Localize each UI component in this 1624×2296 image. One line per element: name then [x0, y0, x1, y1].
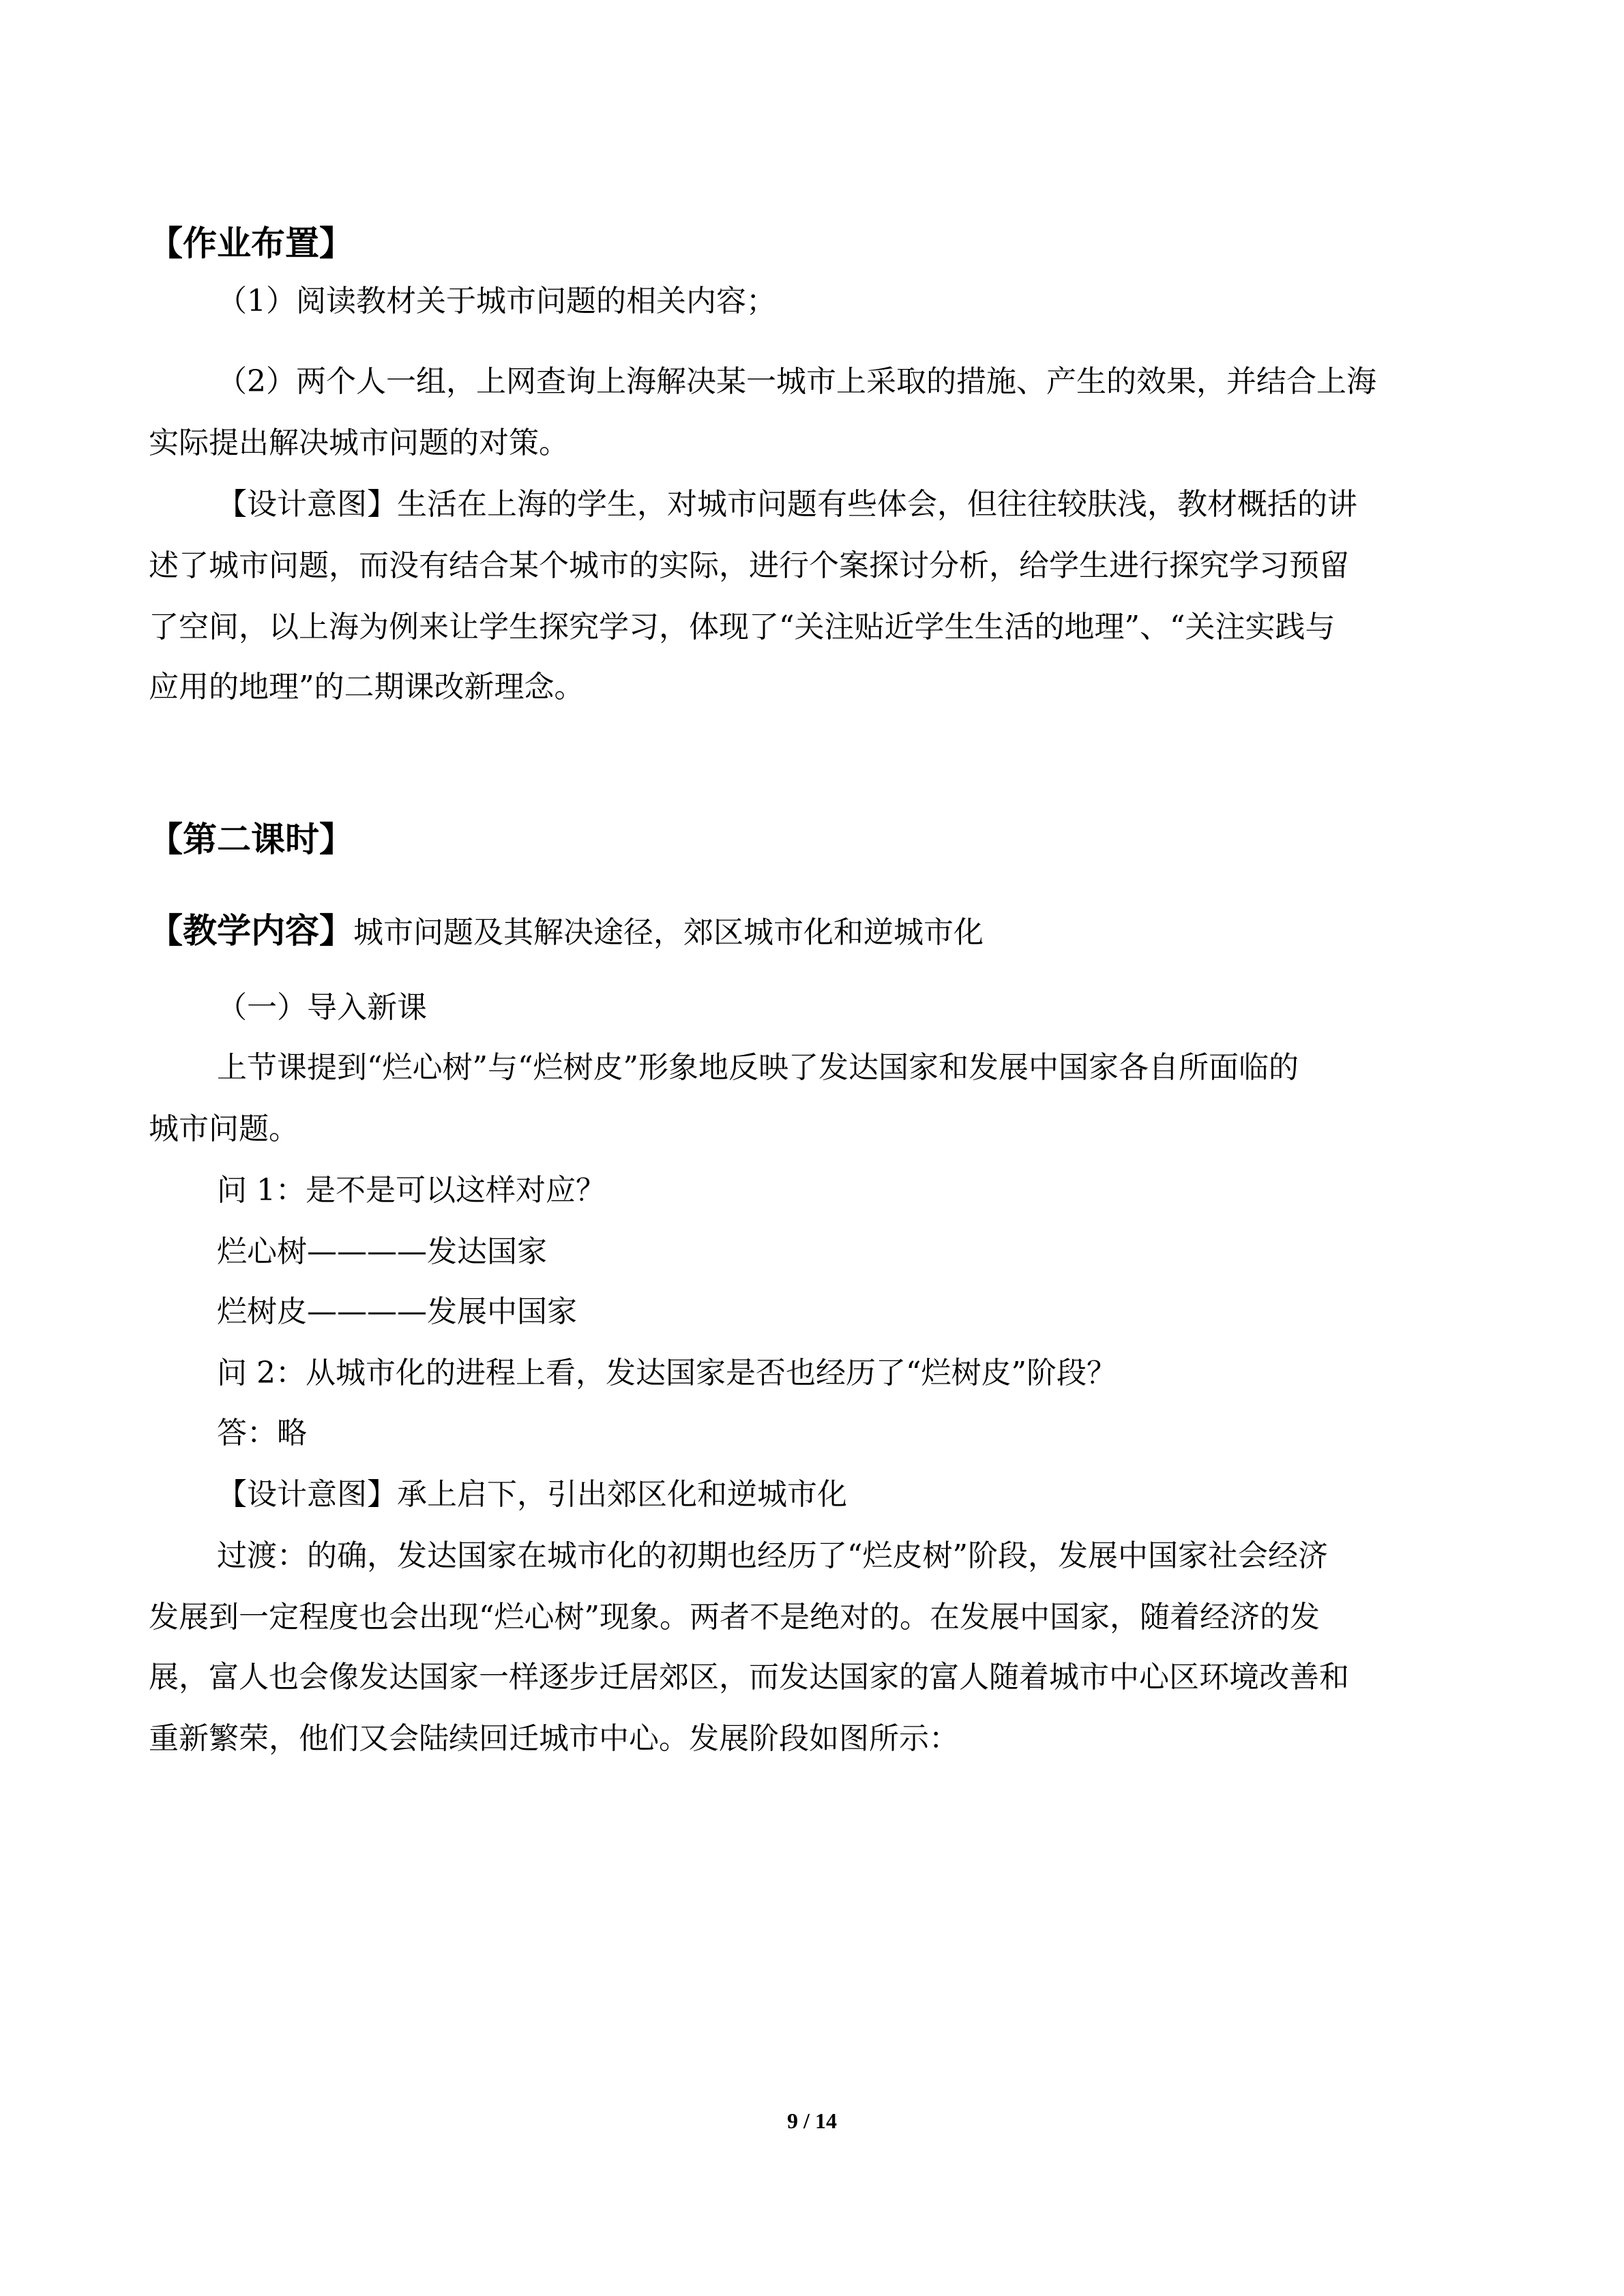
homework-item-1: （1）阅读教材关于城市问题的相关内容；: [217, 284, 776, 318]
transition-line-1: 过渡：的确，发达国家在城市化的初期也经历了“烂皮树”阶段，发展中国家社会经济: [217, 1538, 1328, 1573]
design-intent-1-line-1: 【设计意图】生活在上海的学生，对城市问题有些体会，但往往较肤浅，教材概括的讲: [217, 487, 1357, 522]
page-number: 9 / 14: [787, 2108, 837, 2133]
teaching-content-text: 城市问题及其解决途径，郊区城市化和逆城市化: [353, 915, 984, 950]
question-2: 问 2：从城市化的进程上看，发达国家是否也经历了“烂树皮”阶段？: [217, 1356, 1117, 1390]
pair-rotten-bark: 烂树皮————发展中国家: [217, 1294, 577, 1329]
homework-item-2-line-2: 实际提出解决城市问题的对策。: [149, 426, 569, 460]
design-intent-1-line-4: 应用的地理”的二期课改新理念。: [149, 670, 585, 704]
question-1: 问 1：是不是可以这样对应？: [217, 1173, 606, 1208]
homework-heading: 【作业布置】: [149, 223, 353, 263]
answer: 答：略: [217, 1416, 307, 1450]
design-intent-2: 【设计意图】承上启下，引出郊区化和逆城市化: [217, 1477, 847, 1512]
pair-rotten-heart-tree: 烂心树————发达国家: [217, 1234, 547, 1269]
intro-title: （一）导入新课: [217, 990, 427, 1025]
transition-line-3: 展，富人也会像发达国家一样逐步迁居郊区，而发达国家的富人随着城市中心区环境改善和: [149, 1660, 1349, 1695]
design-intent-1-line-2: 述了城市问题，而没有结合某个城市的实际，进行个案探讨分析，给学生进行探究学习预留: [149, 548, 1349, 583]
intro-paragraph-line-2: 城市问题。: [149, 1112, 299, 1146]
transition-line-2: 发展到一定程度也会出现“烂心树”现象。两者不是绝对的。在发展中国家，随着经济的发: [149, 1600, 1320, 1635]
homework-item-2-line-1: （2）两个人一组，上网查询上海解决某一城市上采取的措施、产生的效果，并结合上海: [217, 364, 1376, 399]
teaching-content-row: [149, 907, 984, 957]
teaching-content-label: 【教学内容】: [149, 910, 353, 951]
transition-line-4: 重新繁荣，他们又会陆续回迁城市中心。发展阶段如图所示：: [149, 1721, 959, 1756]
second-lesson-heading: 【第二课时】: [149, 819, 353, 859]
intro-paragraph-line-1: 上节课提到“烂心树”与“烂树皮”形象地反映了发达国家和发展中国家各自所面临的: [217, 1050, 1299, 1085]
design-intent-1-line-3: 了空间，以上海为例来让学生探究学习，体现了“关注贴近学生生活的地理”、“关注实践与: [149, 610, 1335, 644]
